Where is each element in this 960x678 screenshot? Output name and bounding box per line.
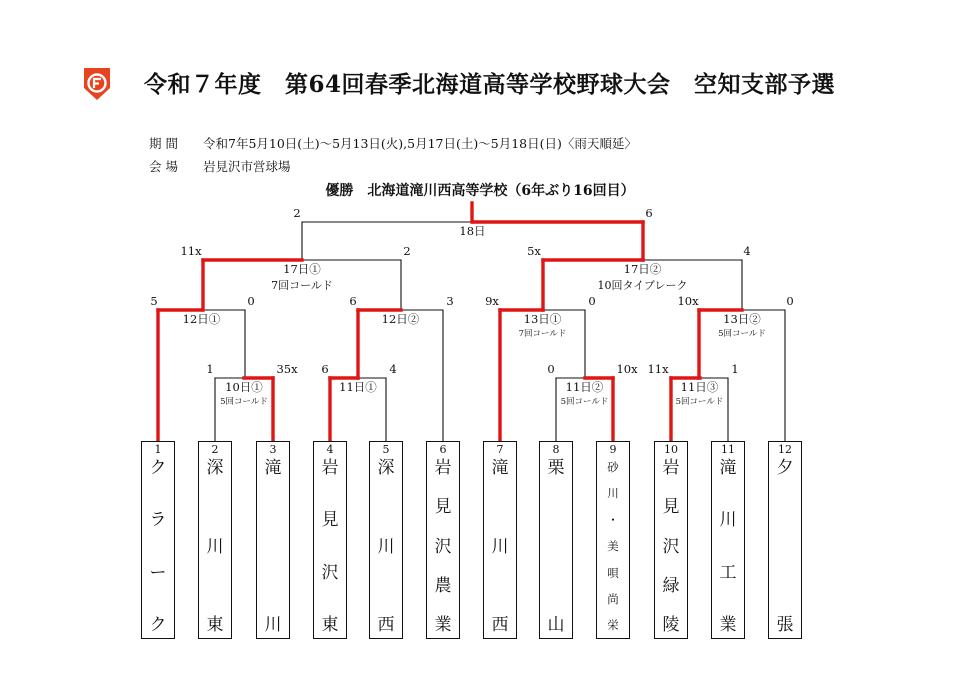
score-left: 5x	[527, 244, 541, 258]
team-name	[597, 462, 629, 632]
score-left: 2	[293, 206, 301, 220]
team-number: 8	[552, 443, 560, 456]
score-left: 6	[349, 294, 357, 308]
team-box	[596, 441, 630, 639]
team-name	[427, 460, 459, 634]
team-name	[370, 460, 402, 634]
team-name-char: 沢	[321, 562, 339, 583]
venue-label: 会 場	[149, 159, 178, 174]
team-name-char: 川	[491, 536, 509, 557]
team-name-char: 西	[491, 615, 509, 635]
team-name-char: 張	[776, 615, 794, 635]
team-name-char: 夕	[776, 458, 794, 478]
score-right: 0	[786, 294, 794, 308]
team-number: 9	[609, 443, 617, 456]
team-box	[256, 441, 290, 639]
team-name-char: 深	[206, 458, 224, 478]
team-name-char: 美	[607, 539, 619, 554]
game-date: 13日①	[523, 312, 562, 326]
team-box	[198, 441, 232, 639]
team-name-char: 唄	[607, 565, 619, 580]
score-left: 9x	[485, 294, 499, 308]
team-name-char: 東	[206, 615, 224, 635]
score-left: 11x	[647, 362, 669, 376]
page-title: 令和７年度 第64回春季北海道高等学校野球大会 空知支部予選	[144, 71, 836, 98]
team-name	[484, 460, 516, 634]
game-note: 7回コールド	[518, 329, 567, 339]
score-right: 6	[645, 206, 653, 220]
game-date: 10日①	[225, 380, 263, 394]
team-box	[654, 441, 688, 639]
team-number: 4	[326, 443, 334, 456]
game-date: 17日①	[283, 262, 321, 276]
team-name-char: 岩	[434, 458, 452, 478]
team-number: 1	[154, 443, 162, 456]
venue-value: 岩見沢市営球場	[203, 159, 291, 174]
game-date: 18日	[459, 224, 486, 238]
team-name-char: ・	[607, 512, 619, 527]
team-name-char: 沢	[662, 536, 680, 557]
team-number: 2	[211, 443, 219, 456]
team-box	[711, 441, 745, 639]
team-name-char: ク	[149, 458, 167, 478]
score-left: 6	[321, 362, 329, 376]
team-box	[539, 441, 573, 639]
team-name-char: 深	[377, 458, 395, 478]
team-name-char: 業	[434, 615, 452, 635]
team-box	[141, 441, 175, 639]
team-name-char: 見	[662, 497, 680, 518]
team-name	[199, 460, 231, 634]
team-number: 7	[496, 443, 504, 456]
team-name	[257, 460, 289, 634]
team-name-char: 栄	[607, 618, 619, 633]
game-date: 13日②	[723, 312, 761, 326]
team-name-char: 川	[377, 536, 395, 557]
score-left: 1	[206, 362, 214, 376]
team-box	[768, 441, 802, 639]
team-name-char: 西	[377, 615, 395, 635]
team-name-char: 尚	[607, 592, 619, 607]
game-note: 5回コールド	[560, 397, 609, 407]
team-name	[712, 460, 744, 634]
team-name-char: 農	[434, 575, 452, 596]
score-right: 4	[389, 362, 397, 376]
game-date: 11日①	[339, 380, 377, 394]
team-name-char: 川	[719, 510, 737, 531]
team-name-char: 滝	[264, 458, 282, 478]
period-label: 期 間	[149, 136, 178, 151]
team-box	[369, 441, 403, 639]
score-left: 0	[547, 362, 555, 376]
score-right: 4	[743, 244, 751, 258]
team-name-char: 滝	[491, 458, 509, 478]
score-right: 3	[446, 294, 454, 308]
team-box	[313, 441, 347, 639]
score-right: 2	[403, 244, 411, 258]
team-name	[655, 460, 687, 634]
team-name-char: 栗	[547, 458, 565, 478]
game-date: 17日②	[623, 262, 662, 276]
team-name	[314, 460, 346, 634]
score-left: 5	[150, 294, 158, 308]
champion-banner: 優勝 北海道滝川西高等学校（6年ぶり16回目）	[325, 183, 635, 199]
team-name-char: 見	[434, 497, 452, 518]
team-name-char: 岩	[662, 458, 680, 478]
team-name	[142, 460, 174, 634]
game-note: 10回タイブレーク	[597, 279, 688, 292]
team-name-char: 沢	[434, 536, 452, 557]
team-name-char: 滝	[719, 458, 737, 478]
team-name-char: 業	[719, 614, 737, 635]
score-left: 10x	[677, 294, 699, 308]
team-number: 10	[664, 443, 678, 456]
team-name-char: 川	[206, 536, 224, 557]
game-note: 5回コールド	[220, 397, 268, 407]
score-left: 11x	[180, 244, 202, 258]
team-name-char: ラ	[149, 510, 167, 531]
team-name-char: 山	[547, 615, 565, 635]
team-name-char: 岩	[321, 458, 339, 478]
game-date: 11日③	[680, 380, 719, 394]
score-right: 35x	[276, 362, 298, 376]
team-name-char: 東	[321, 614, 339, 635]
game-note: 5回コールド	[718, 329, 766, 339]
team-number: 5	[382, 443, 390, 456]
score-right: 0	[247, 294, 255, 308]
team-number: 3	[269, 443, 277, 456]
team-name-char: 砂	[607, 460, 619, 474]
team-name-char: 見	[321, 510, 339, 531]
period-value: 令和7年5月10日(土)～5月13日(火),5月17日(土)～5月18日(日)〈雨天順延〉	[203, 136, 637, 151]
score-right: 0	[588, 294, 596, 308]
team-number: 12	[778, 443, 792, 456]
game-note: 5回コールド	[675, 397, 724, 407]
game-date: 12日②	[381, 312, 420, 326]
team-box	[483, 441, 517, 639]
team-name	[540, 460, 572, 634]
team-name-char: 川	[607, 486, 619, 501]
team-name-char: 工	[719, 562, 737, 583]
team-name-char: 陵	[662, 615, 680, 635]
score-right: 1	[731, 362, 739, 376]
team-box	[426, 441, 460, 639]
team-name-char: 緑	[662, 575, 680, 596]
team-name-char: ク	[149, 614, 167, 635]
score-right: 10x	[616, 362, 638, 376]
team-number: 11	[721, 443, 735, 456]
game-date: 12日①	[182, 312, 221, 326]
game-date: 11日②	[565, 380, 604, 394]
team-name-char: ー	[149, 562, 167, 583]
team-name-char: 川	[264, 615, 282, 635]
team-number: 6	[439, 443, 447, 456]
game-note: 7回コールド	[271, 279, 333, 292]
team-name	[769, 460, 801, 634]
